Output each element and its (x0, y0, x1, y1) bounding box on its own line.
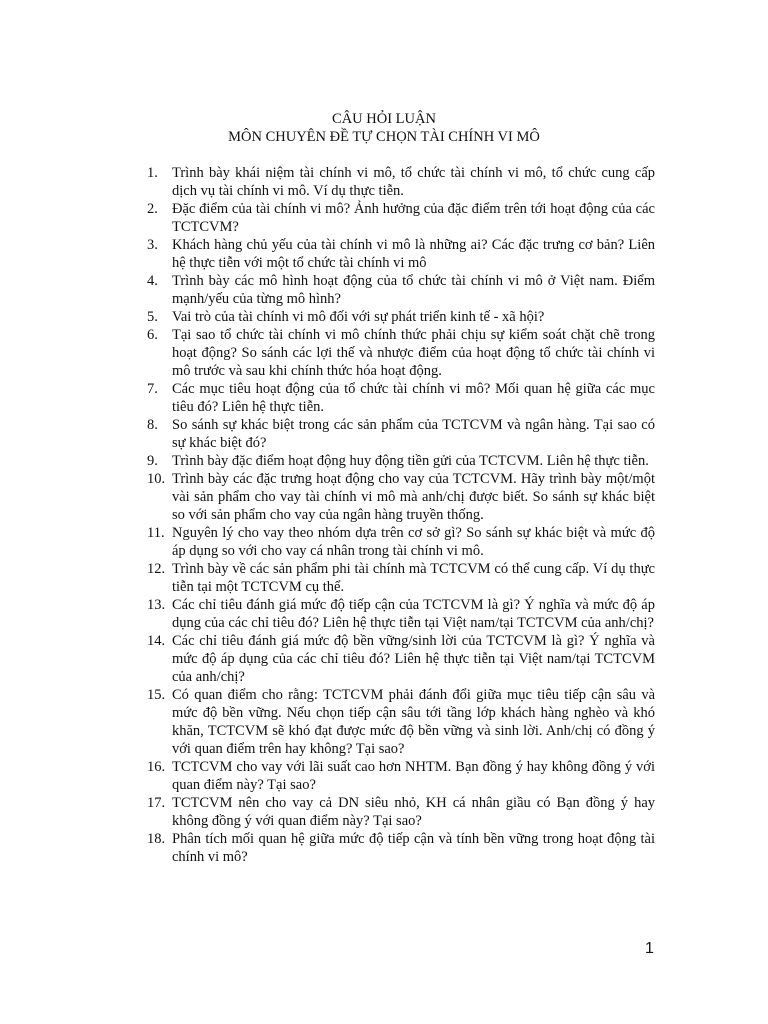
question-item (147, 758, 655, 794)
question-text: Các chỉ tiêu đánh giá mức độ bền vững/sinh lời của TCTCVM là gì? Ý nghĩa và mức độ áp dụng của các chỉ tiêu đó? Liên hệ thực tiễn tại Việt nam/tại TCTCVM của anh/chị? (172, 633, 655, 685)
question-number: 3. (147, 237, 158, 253)
question-item (147, 200, 655, 236)
document-header (0, 110, 768, 146)
question-number: 6. (147, 327, 158, 343)
question-item (147, 830, 655, 866)
question-text: Tại sao tổ chức tài chính vi mô chính thức phải chịu sự kiểm soát chặt chẽ trong hoạt động? So sánh các lợi thế và nhược điểm của hoạt động tổ chức tài chính vi mô trước và sau khi chính thức hóa hoạt động. (172, 327, 655, 379)
question-number: 8. (147, 417, 158, 433)
question-number: 2. (147, 201, 158, 217)
question-item (147, 416, 655, 452)
question-text: Phân tích mối quan hệ giữa mức độ tiếp cận và tính bền vững trong hoạt động tài chính vi mô? (172, 831, 655, 865)
question-item (147, 326, 655, 380)
question-item (147, 308, 655, 326)
question-number: 4. (147, 273, 158, 289)
question-number: 16. (147, 759, 166, 775)
question-text: Nguyên lý cho vay theo nhóm dựa trên cơ sở gì? So sánh sự khác biệt và mức độ áp dụng so với cho vay cá nhân trong tài chính vi mô. (172, 525, 655, 559)
question-text: So sánh sự khác biệt trong các sản phẩm của TCTCVM và ngân hàng. Tại sao có sự khác biệt đó? (172, 417, 655, 451)
question-number: 18. (147, 831, 166, 847)
question-number: 14. (147, 633, 166, 649)
question-text: Trình bày các đặc trưng hoạt động cho vay của TCTCVM. Hãy trình bày một/một vài sản phẩm cho vay tài chính vi mô mà anh/chị được biết. So sánh sự khác biệt so với sản phẩm cho vay của ngân hàng truyền thống. (172, 471, 655, 523)
question-item (147, 632, 655, 686)
question-number: 1. (147, 165, 158, 181)
question-item (147, 794, 655, 830)
question-item (147, 560, 655, 596)
question-text: TCTCVM nên cho vay cả DN siêu nhỏ, KH cá nhân giầu có Bạn đồng ý hay không đồng ý với quan điểm này? Tại sao? (172, 795, 655, 829)
question-text: Các mục tiêu hoạt động của tổ chức tài chính vi mô? Mối quan hệ giữa các mục tiêu đó? Liên hệ thực tiễn. (172, 381, 655, 415)
question-text: TCTCVM cho vay với lãi suất cao hơn NHTM. Bạn đồng ý hay không đồng ý với quan điểm này? Tại sao? (172, 759, 655, 793)
question-item (147, 272, 655, 308)
document-title: CÂU HỎI LUẬN (332, 111, 436, 127)
question-text: Trình bày các mô hình hoạt động của tổ chức tài chính vi mô ở Việt nam. Điểm mạnh/yếu của từng mô hình? (172, 273, 655, 307)
question-item (147, 470, 655, 524)
question-item (147, 596, 655, 632)
question-item (147, 380, 655, 416)
question-text: Trình bày đặc điểm hoạt động huy động tiền gửi của TCTCVM. Liên hệ thực tiễn. (172, 453, 649, 469)
question-item (147, 452, 655, 470)
question-text: Có quan điểm cho rằng: TCTCVM phải đánh đổi giữa mục tiêu tiếp cận sâu và mức độ bền vững. Nếu chọn tiếp cận sâu tới tầng lớp khách hàng nghèo và khó khăn, TCTCVM sẽ khó đạt được mức độ bền vững và sinh lời. Anh/chị có đồng ý với quan điểm trên hay không? Tại sao? (172, 687, 655, 757)
question-text: Đặc điểm của tài chính vi mô? Ảnh hưởng của đặc điểm trên tới hoạt động của các TCTCVM? (172, 201, 655, 235)
page-number: 1 (645, 940, 654, 957)
question-text: Trình bày về các sản phẩm phi tài chính mà TCTCVM có thể cung cấp. Ví dụ thực tiễn tại một TCTCVM cụ thể. (172, 561, 655, 595)
document-subtitle: MÔN CHUYÊN ĐỀ TỰ CHỌN TÀI CHÍNH VI MÔ (228, 129, 540, 145)
question-text: Các chỉ tiêu đánh giá mức độ tiếp cận của TCTCVM là gì? Ý nghĩa và mức độ áp dụng của các chỉ tiêu đó? Liên hệ thực tiễn tại Việt nam/tại TCTCVM của anh/chị? (172, 597, 655, 631)
question-number: 9. (147, 453, 158, 469)
question-number: 13. (147, 597, 166, 613)
question-number: 17. (147, 795, 166, 811)
question-list (147, 164, 655, 866)
question-item (147, 164, 655, 200)
question-text: Khách hàng chủ yếu của tài chính vi mô là những ai? Các đặc trưng cơ bản? Liên hệ thực tiễn với một tổ chức tài chính vi mô (172, 237, 655, 271)
question-item (147, 524, 655, 560)
question-text: Trình bày khái niệm tài chính vi mô, tổ chức tài chính vi mô, tổ chức cung cấp dịch vụ tài chính vi mô. Ví dụ thực tiễn. (172, 165, 655, 199)
question-text: Vai trò của tài chính vi mô đối với sự phát triển kinh tế - xã hội? (172, 309, 545, 325)
question-number: 5. (147, 309, 158, 325)
question-item (147, 686, 655, 758)
question-number: 11. (147, 525, 165, 541)
question-number: 10. (147, 471, 166, 487)
question-number: 15. (147, 687, 166, 703)
question-item (147, 236, 655, 272)
question-number: 7. (147, 381, 158, 397)
question-number: 12. (147, 561, 166, 577)
